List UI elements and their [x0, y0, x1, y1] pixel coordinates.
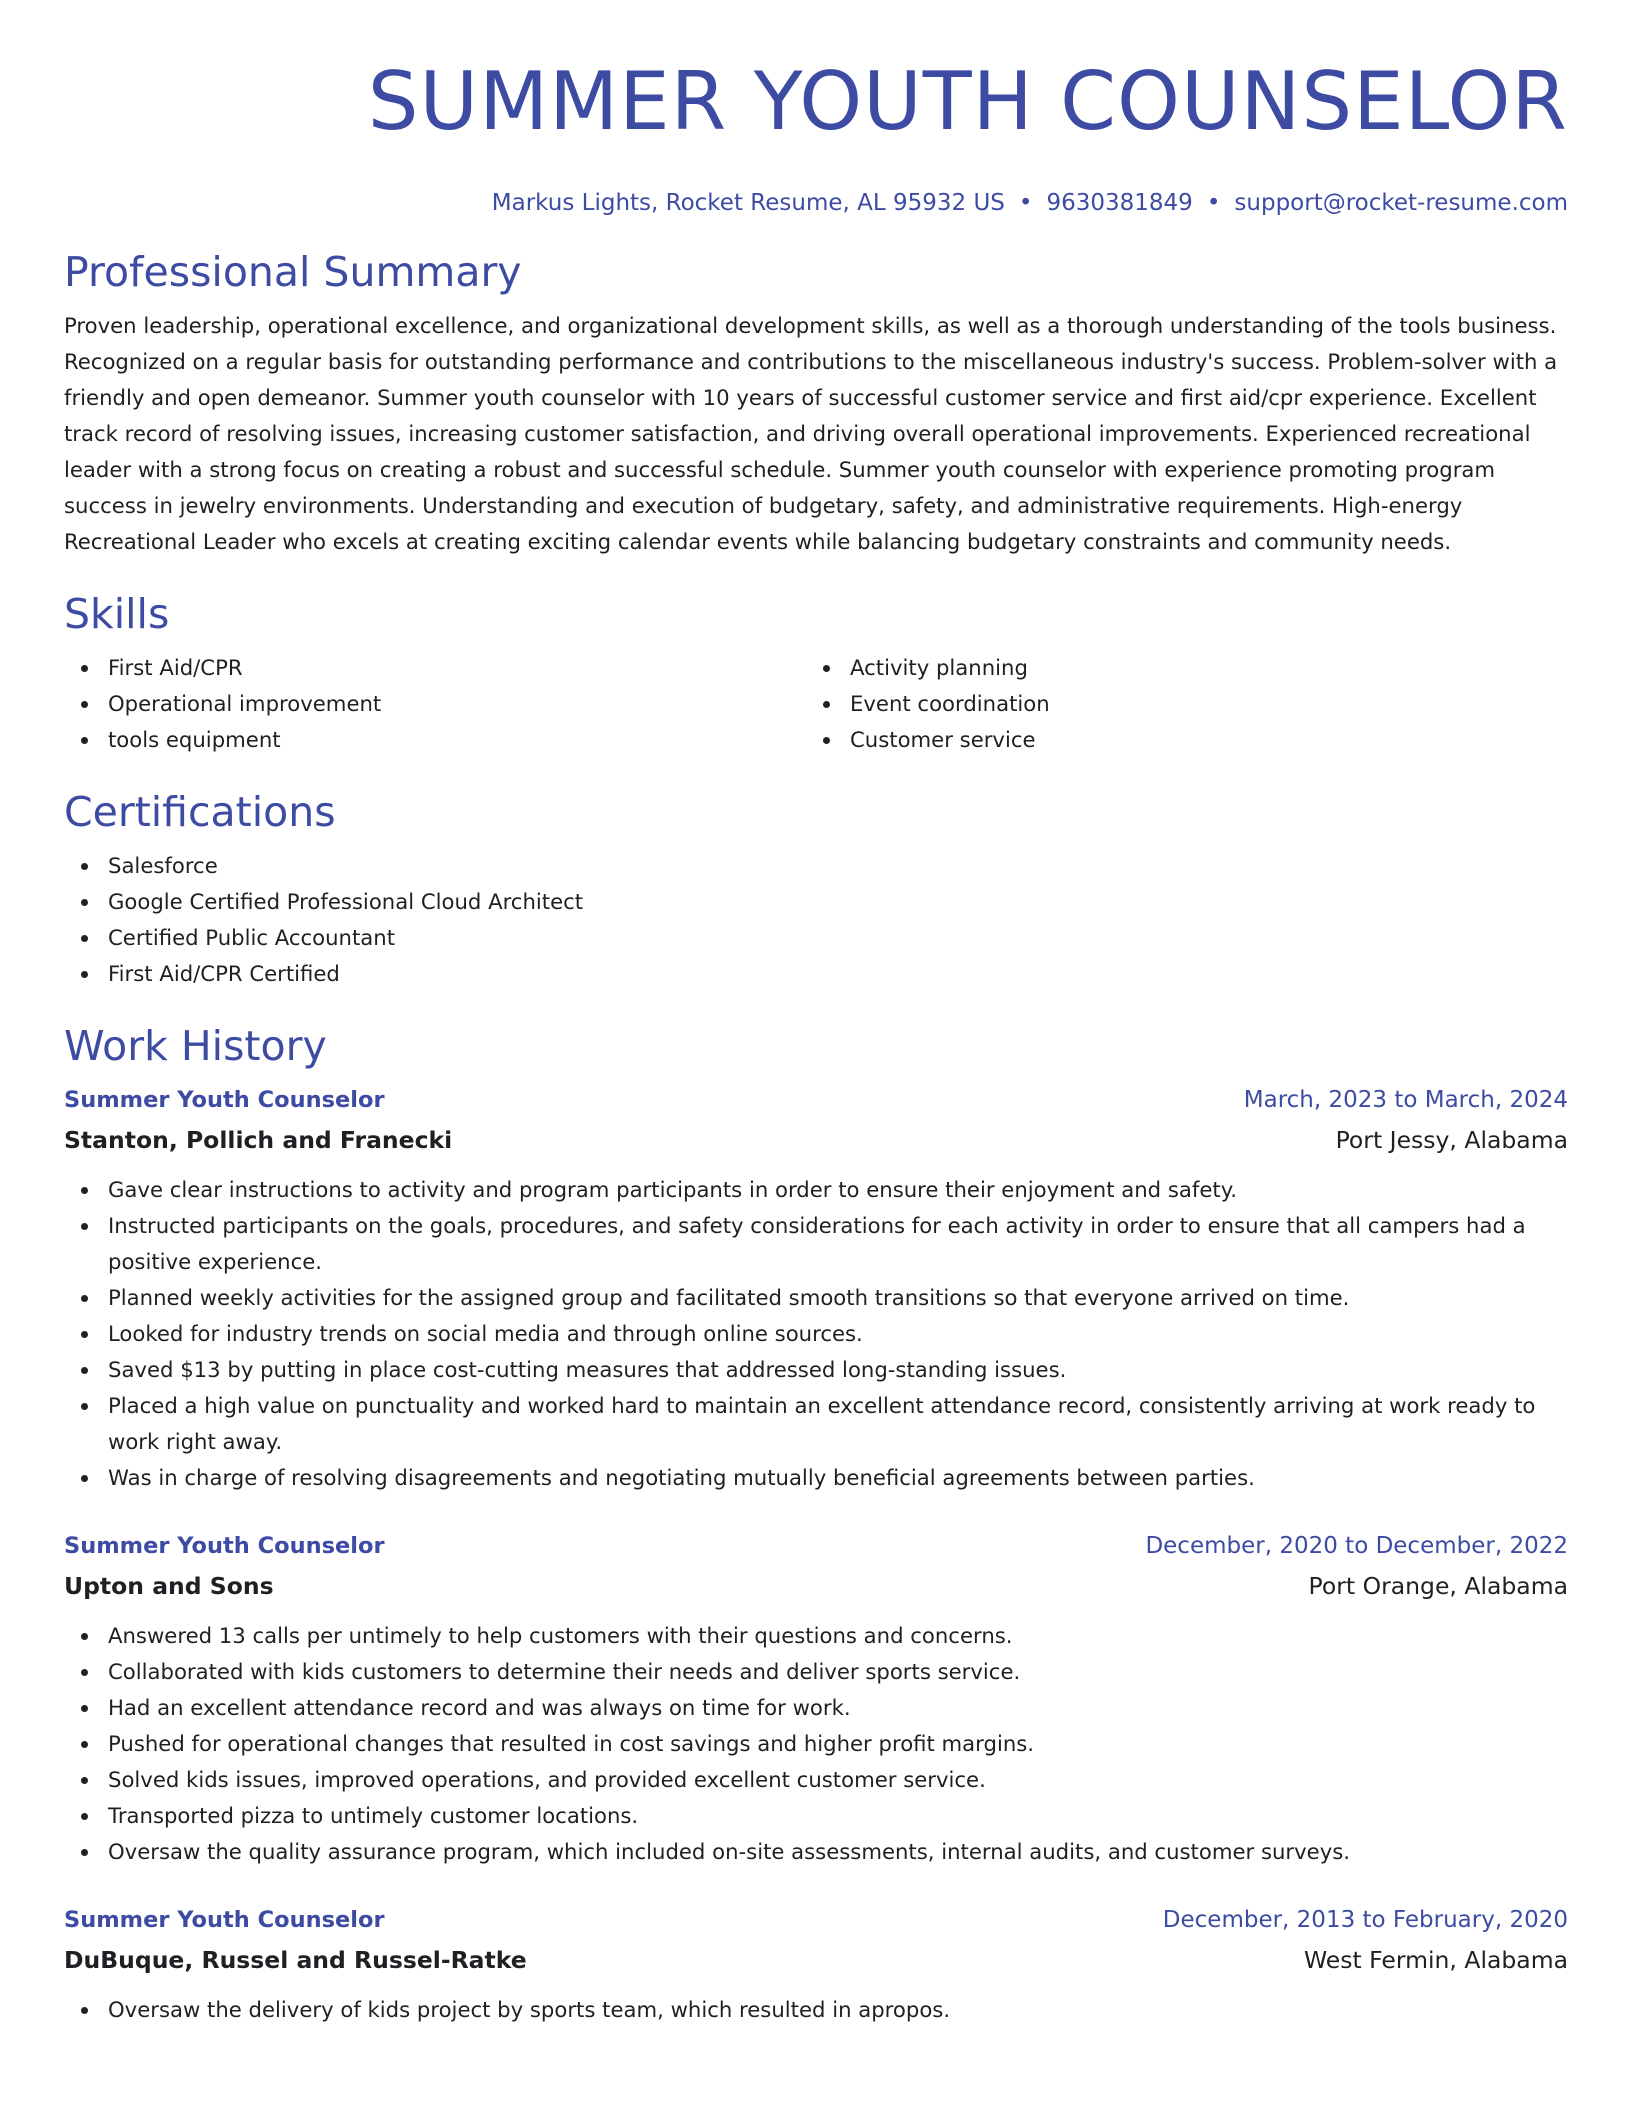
- certification-item: Salesforce: [64, 848, 1568, 884]
- job-location: Port Orange, Alabama: [1308, 1572, 1568, 1600]
- certification-item: First Aid/CPR Certified: [64, 956, 1568, 992]
- job-bullet: Answered 13 calls per untimely to help customers with their questions and concerns.: [64, 1618, 1568, 1654]
- summary-text: Proven leadership, operational excellence, and organizational development skills, as well as a thorough understanding of the tools business. Recognized on a regular basis for outstanding performance and contributions to the miscellaneous industry's success. Problem-solver with a friendly and open demeanor. Summer youth counselor with 10 years of successful customer service and first aid/cpr experience. Excellent track record of resolving issues, increasing customer satisfaction, and driving overall operational improvements. Experienced recreational leader with a strong focus on creating a robust and successful schedule. Summer youth counselor with experience promoting program success in jewelry environments. Understanding and execution of budgetary, safety, and administrative requirements. High-energy Recreational Leader who excels at creating exciting calendar events while balancing budgetary constraints and community needs.: [64, 313, 1558, 554]
- summary-heading: Professional Summary: [64, 248, 522, 296]
- job-bullet: Pushed for operational changes that resulted in cost savings and higher profit margins.: [64, 1726, 1568, 1762]
- contact-separator: •: [1018, 190, 1033, 216]
- job-dates: December, 2020 to December, 2022: [1145, 1533, 1568, 1559]
- skill-item: Event coordination: [806, 686, 1548, 722]
- work-history-heading: Work History: [64, 1022, 327, 1070]
- job-bullet: Gave clear instructions to activity and program participants in order to ensure their enjoyment and safety.: [64, 1172, 1568, 1208]
- job-bullet: Had an excellent attendance record and was always on time for work.: [64, 1690, 1568, 1726]
- job-title: Summer Youth Counselor: [64, 1907, 385, 1933]
- job-bullet: Transported pizza to untimely customer locations.: [64, 1798, 1568, 1834]
- job-bullet: Collaborated with kids customers to determine their needs and deliver sports service.: [64, 1654, 1568, 1690]
- job-header-row: [64, 1900, 1568, 1940]
- skills-list-left: [64, 650, 806, 758]
- skill-item: Activity planning: [806, 650, 1548, 686]
- job-company-row: [64, 1120, 1568, 1160]
- job-bullet: Placed a high value on punctuality and worked hard to maintain an excellent attendance record, consistently arriving at work ready to work right away.: [64, 1388, 1568, 1460]
- job-title: Summer Youth Counselor: [64, 1087, 385, 1113]
- job-entry: [64, 1900, 1568, 2028]
- contact-line: [64, 188, 1568, 218]
- contact-separator: •: [1206, 190, 1221, 216]
- certifications-heading: Certifications: [64, 788, 336, 836]
- job-dates: March, 2023 to March, 2024: [1243, 1087, 1568, 1113]
- job-header-row: [64, 1080, 1568, 1120]
- job-company: DuBuque, Russel and Russel-Ratke: [64, 1946, 527, 1974]
- contact-email[interactable]: support@rocket-resume.com: [1234, 190, 1568, 216]
- contact-address: Markus Lights, Rocket Resume, AL 95932 US: [491, 190, 1005, 216]
- skill-item: First Aid/CPR: [64, 650, 806, 686]
- job-company-row: [64, 1940, 1568, 1980]
- skill-item: Customer service: [806, 722, 1548, 758]
- job-entry: [64, 1080, 1568, 1496]
- skill-item: tools equipment: [64, 722, 806, 758]
- job-bullet: Saved $13 by putting in place cost-cutting measures that addressed long-standing issues.: [64, 1352, 1568, 1388]
- skills-grid: [64, 650, 1568, 758]
- job-header-row: [64, 1526, 1568, 1566]
- job-bullet: Instructed participants on the goals, procedures, and safety considerations for each activity in order to ensure that all campers had a positive experience.: [64, 1208, 1568, 1280]
- job-title: Summer Youth Counselor: [64, 1533, 385, 1559]
- job-company-row: [64, 1566, 1568, 1606]
- job-bullet: Solved kids issues, improved operations, and provided excellent customer service.: [64, 1762, 1568, 1798]
- job-bullets: [64, 1172, 1568, 1496]
- job-bullet: Oversaw the quality assurance program, which included on-site assessments, internal audits, and customer surveys.: [64, 1834, 1568, 1870]
- job-dates: December, 2013 to February, 2020: [1162, 1907, 1568, 1933]
- contact-phone: 9630381849: [1046, 190, 1193, 216]
- job-bullets: [64, 1618, 1568, 1870]
- job-entry: [64, 1526, 1568, 1870]
- resume-header: [64, 52, 1568, 218]
- job-location: Port Jessy, Alabama: [1335, 1126, 1568, 1154]
- skill-item: Operational improvement: [64, 686, 806, 722]
- job-bullet: Planned weekly activities for the assigned group and facilitated smooth transitions so that everyone arrived on time.: [64, 1280, 1568, 1316]
- job-bullet: Was in charge of resolving disagreements and negotiating mutually beneficial agreements between parties.: [64, 1460, 1568, 1496]
- job-bullet: Oversaw the delivery of kids project by sports team, which resulted in apropos.: [64, 1992, 1568, 2028]
- resume-title: SUMMER YOUTH COUNSELOR: [367, 55, 1568, 148]
- certification-item: Google Certified Professional Cloud Architect: [64, 884, 1568, 920]
- job-company: Upton and Sons: [64, 1572, 274, 1600]
- job-company: Stanton, Pollich and Franecki: [64, 1126, 453, 1154]
- job-bullets: [64, 1992, 1568, 2028]
- skills-list-right: [806, 650, 1548, 758]
- certifications-list: [64, 848, 1568, 992]
- certification-item: Certified Public Accountant: [64, 920, 1568, 956]
- job-bullet: Looked for industry trends on social media and through online sources.: [64, 1316, 1568, 1352]
- skills-heading: Skills: [64, 590, 170, 638]
- job-location: West Fermin, Alabama: [1303, 1946, 1568, 1974]
